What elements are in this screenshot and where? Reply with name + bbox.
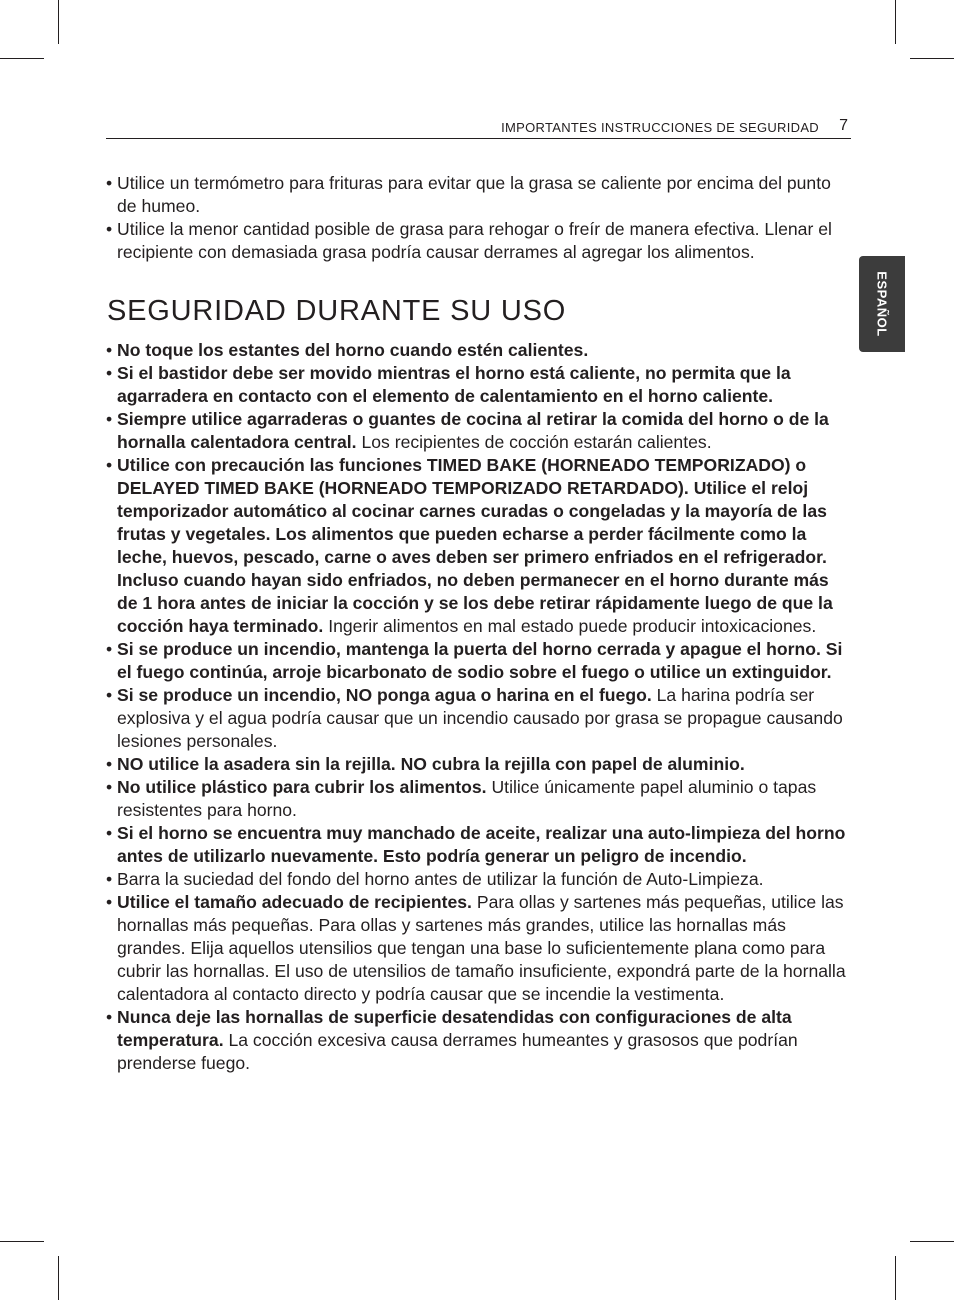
list-item — [106, 822, 850, 868]
language-tab — [859, 256, 905, 352]
list-item — [106, 891, 850, 1006]
item-bold-text: Utilice con precaución las funciones TIMED BAKE (HORNEADO TEMPORIZADO) o DELAYED TIMED BAKE (HORNEADO TEMPORIZADO RETARDADO). Utilice el reloj temporizador automático al cocinar carnes curadas o congeladas y la mayoría de las frutas y vegetales. Los alimentos que pueden echarse a perder fácilmente como la leche, huevos, pescado, carne o aves deben ser primero enfriados en el refrigerador. Incluso cuando hayan sido enfriados, no deben permanecer en el horno durante más de 1 hora antes de iniciar la cocción y se los debe retirar rápidamente luego de que la cocción haya terminado. — [117, 455, 833, 636]
item-bold-text: Si se produce un incendio, mantenga la puerta del horno cerrada y apague el horno. Si el fuego continúa, arroje bicarbonato de sodio sobre el fuego o utilice un extinguidor. — [117, 639, 843, 682]
crop-mark — [895, 1256, 896, 1300]
item-text: Utilice únicamente papel aluminio o tapas resistentes para horno. — [117, 777, 817, 820]
item-bold-text: Siempre utilice agarraderas o guantes de cocina al retirar la comida del horno o de la hornalla calentadora central. — [117, 409, 829, 452]
item-text: La harina podría ser explosiva y el agua podría causar que un incendio causado por grasa se propague causando lesiones personales. — [117, 685, 843, 751]
item-bold-text: No toque los estantes del horno cuando estén calientes. — [117, 340, 589, 360]
item-bold-text: Utilice el tamaño adecuado de recipientes. — [117, 892, 472, 912]
list-item — [106, 753, 850, 776]
item-bold-text: NO utilice la asadera sin la rejilla. NO cubra la rejilla con papel de aluminio. — [117, 754, 745, 774]
item-text: Utilice la menor cantidad posible de grasa para rehogar o freír de manera efectiva. Llenar el recipiente con demasiada grasa podría causar derrames al agregar los alimentos. — [117, 219, 832, 262]
language-tab-label: ESPAÑOL — [874, 271, 890, 337]
item-text: Utilice un termómetro para frituras para evitar que la grasa se caliente por encima del punto de humeo. — [117, 173, 831, 216]
page-header — [106, 118, 851, 139]
list-item — [106, 1006, 850, 1075]
list-item — [106, 868, 850, 891]
safety-list — [106, 339, 850, 1075]
crop-mark — [58, 1256, 59, 1300]
list-item — [106, 454, 850, 638]
crop-mark — [58, 0, 59, 44]
page-content — [106, 172, 850, 1075]
item-bold-text: No utilice plástico para cubrir los alimentos. — [117, 777, 487, 797]
list-item — [106, 776, 850, 822]
item-bold-text: Si el bastidor debe ser movido mientras el horno está caliente, no permita que la agarradera en contacto con el elemento de calentamiento en el horno caliente. — [117, 363, 791, 406]
item-bold-text: Si el horno se encuentra muy manchado de aceite, realizar una auto-limpieza del horno antes de utilizarlo nuevamente. Esto podría generar un peligro de incendio. — [117, 823, 846, 866]
list-item — [106, 408, 850, 454]
item-text: Ingerir alimentos en mal estado puede producir intoxicaciones. — [328, 616, 817, 636]
crop-mark — [0, 1241, 44, 1242]
crop-mark — [895, 0, 896, 44]
item-bold-text: Si se produce un incendio, NO ponga agua o harina en el fuego. — [117, 685, 652, 705]
item-text: Barra la suciedad del fondo del horno antes de utilizar la función de Auto-Limpieza. — [117, 869, 764, 889]
list-item — [106, 684, 850, 753]
section-heading: SEGURIDAD DURANTE SU USO — [107, 295, 567, 327]
page-number: 7 — [839, 117, 848, 134]
item-bold-text: Nunca deje las hornallas de superficie desatendidas con configuraciones de alta temperatura. — [117, 1007, 792, 1050]
crop-mark — [910, 1241, 954, 1242]
list-item — [106, 638, 850, 684]
list-item — [106, 218, 850, 264]
item-text: Los recipientes de cocción estarán calientes. — [361, 432, 712, 452]
list-item — [106, 172, 850, 218]
item-text: La cocción excesiva causa derrames humeantes y grasosos que podrían prenderse fuego. — [117, 1030, 798, 1073]
list-item — [106, 362, 850, 408]
running-header-title: IMPORTANTES INSTRUCCIONES DE SEGURIDAD — [501, 120, 819, 135]
intro-list — [106, 172, 850, 264]
list-item — [106, 339, 850, 362]
crop-mark — [910, 58, 954, 59]
crop-mark — [0, 58, 44, 59]
item-text: Para ollas y sartenes más pequeñas, utilice las hornallas más pequeñas. Para ollas y sartenes más grandes, utilice las hornallas más grandes. Elija aquellos utensilios que tengan una base lo suficientemente plana como para cubrir las hornallas. El uso de utensilios de tamaño insuficiente, expondrá parte de la hornalla calentadora al contacto directo y podría causar que se incendie la vestimenta. — [117, 892, 846, 1004]
